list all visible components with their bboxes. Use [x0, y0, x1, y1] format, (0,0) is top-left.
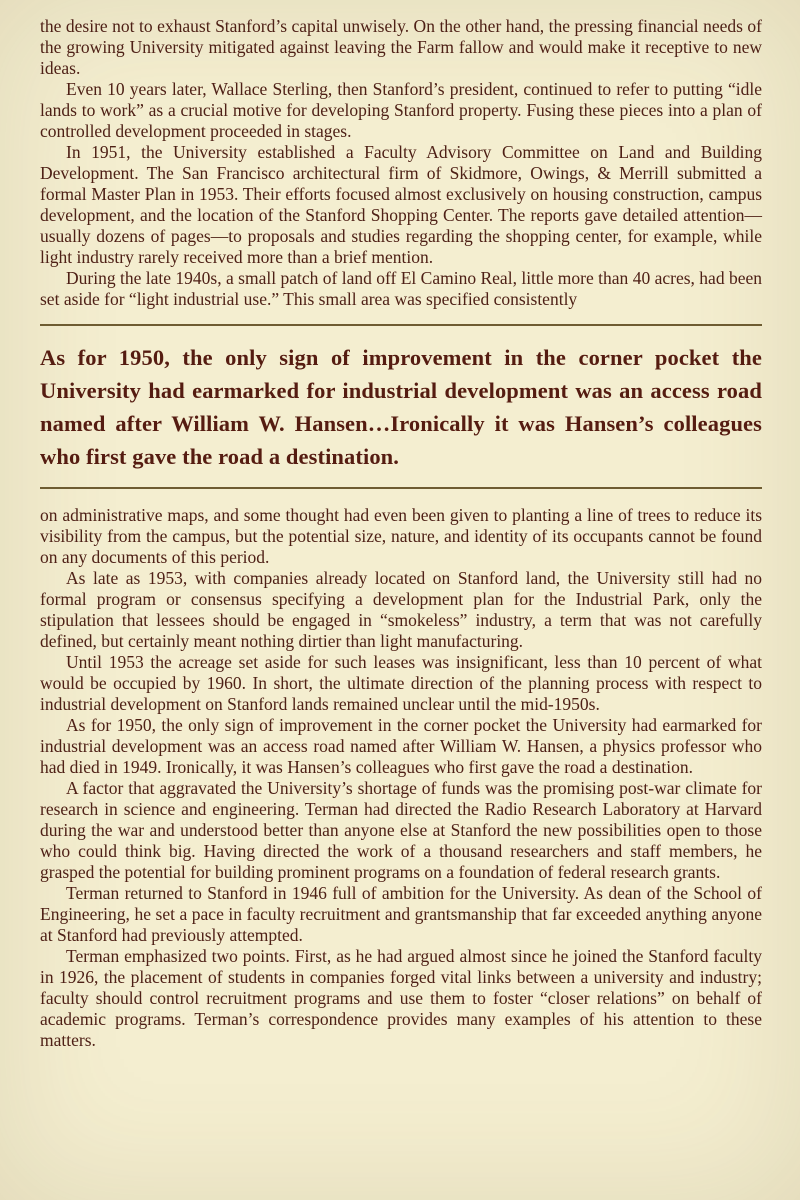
- paragraph: Terman returned to Stanford in 1946 full of ambition for the University. As dean of the School of Engineering, he set a pace in faculty recruitment and grantsmanship that far exceeded anything anyone at Stanford had previously attempted.: [40, 883, 762, 945]
- pull-quote: As for 1950, the only sign of improvement in the corner pocket the University had earmarked for industrial development was an access road named after William W. Hansen…Ironically it was Hansen’s colleagues who first gave the road a destination.: [40, 345, 762, 469]
- section-divider-top: [40, 324, 762, 326]
- paragraph: In 1951, the University established a Faculty Advisory Committee on Land and Building Development. The San Francisco architectural firm of Skidmore, Owings, & Merrill submitted a formal Master Plan in 1953. Their efforts focused almost exclusively on housing construction, campus development, and the location of the Stanford Shopping Center. The reports gave detailed attention—usually dozens of pages—to proposals and studies regarding the shopping center, for example, while light industry rarely received more than a brief mention.: [40, 142, 762, 267]
- paragraph: on administrative maps, and some thought had even been given to planting a line of trees to reduce its visibility from the campus, but the potential size, nature, and identity of its occupants cannot be found on any documents of this period.: [40, 505, 762, 567]
- top-text-block: [40, 16, 762, 310]
- paragraph: As for 1950, the only sign of improvement in the corner pocket the University had earmarked for industrial development was an access road named after William W. Hansen, a physics professor who had died in 1949. Ironically, it was Hansen’s colleagues who first gave the road a destination.: [40, 715, 762, 777]
- paragraph: Until 1953 the acreage set aside for such leases was insignificant, less than 10 percent of what would be occupied by 1960. In short, the ultimate direction of the planning process with respect to industrial development on Stanford lands remained unclear until the mid-1950s.: [40, 652, 762, 714]
- paragraph: the desire not to exhaust Stanford’s capital unwisely. On the other hand, the pressing financial needs of the growing University mitigated against leaving the Farm fallow and would make it receptive to new ideas.: [40, 16, 762, 78]
- paragraph: During the late 1940s, a small patch of land off El Camino Real, little more than 40 acres, had been set aside for “light industrial use.” This small area was specified consistently: [40, 268, 762, 309]
- paragraph: As late as 1953, with companies already located on Stanford land, the University still had no formal program or consensus specifying a development plan for the Industrial Park, only the stipulation that lessees should be engaged in “smokeless” industry, a term that was not carefully defined, but certainly meant nothing dirtier than light manufacturing.: [40, 568, 762, 651]
- paragraph: Even 10 years later, Wallace Sterling, then Stanford’s president, continued to refer to putting “idle lands to work” as a crucial motive for developing Stanford property. Fusing these pieces into a plan of controlled development proceeded in stages.: [40, 79, 762, 141]
- bottom-text-block: [40, 505, 762, 1051]
- section-divider-bottom: [40, 487, 762, 489]
- paragraph: A factor that aggravated the University’s shortage of funds was the promising post-war climate for research in science and engineering. Terman had directed the Radio Research Laboratory at Harvard during the war and understood better than anyone else at Stanford the new possibilities open to those who could think big. Having directed the work of a thousand researchers and staff members, he grasped the potential for building prominent programs on a foundation of federal research grants.: [40, 778, 762, 882]
- paragraph: Terman emphasized two points. First, as he had argued almost since he joined the Stanford faculty in 1926, the placement of students in companies forged vital links between a university and industry; faculty should control recruitment programs and use them to foster “closer relations” on behalf of academic programs. Terman’s correspondence provides many examples of his attention to these matters.: [40, 946, 762, 1050]
